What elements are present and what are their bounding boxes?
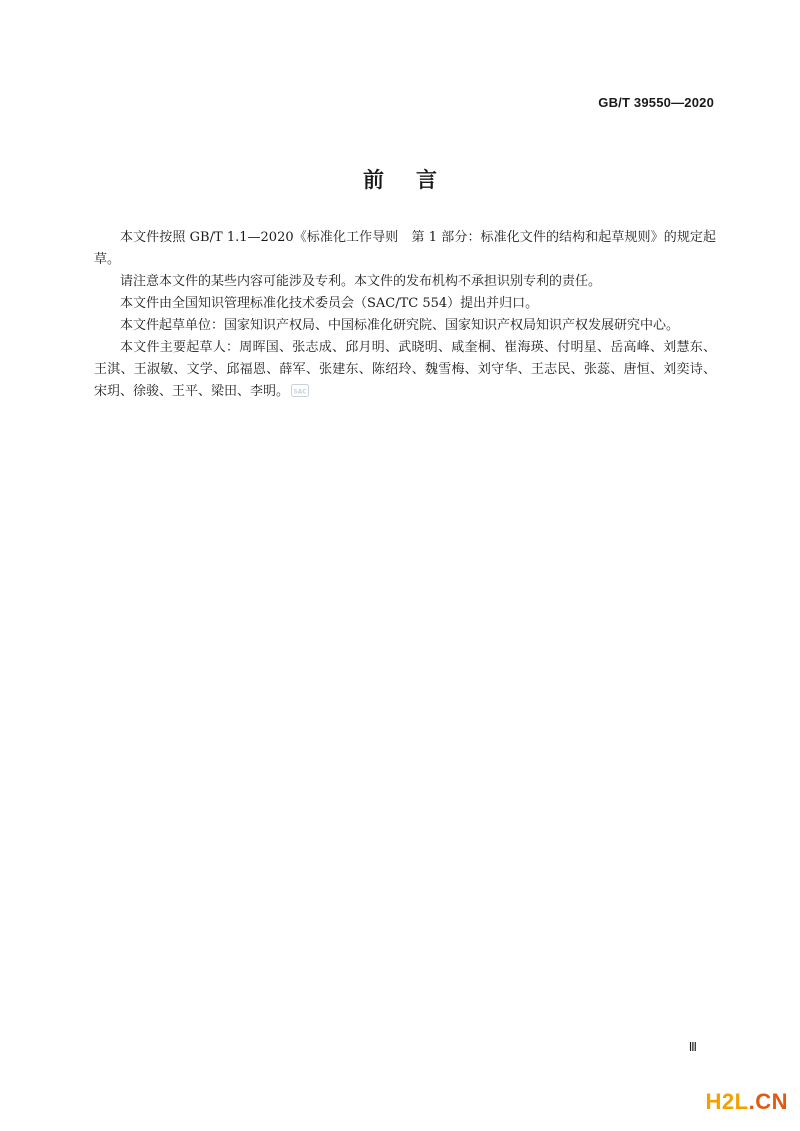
paragraph-drafting-units: 本文件起草单位：国家知识产权局、中国标准化研究院、国家知识产权局知识产权发展研究中心。 — [120, 318, 680, 333]
standard-code: GB/T 39550—2020 — [598, 95, 714, 110]
watermark-tld: .CN — [748, 1089, 788, 1114]
paragraph-drafters — [94, 337, 716, 403]
drafters-text: 本文件主要起草人：周晖国、张志成、邱月明、武晓明、咸奎桐、崔海瑛、付明星、岳高峰、刘慧东、王淇、王淑敏、文学、邱福恩、薛军、张建东、陈绍玲、魏雪梅、刘守华、王志民、张蕊、唐恒、刘奕诗、宋玥、徐骏、王平、梁田、李明。 — [94, 340, 716, 399]
title-char-1: 前 — [363, 168, 384, 192]
page-title — [0, 164, 800, 194]
foreword-body — [94, 227, 716, 403]
paragraph-drafting-rules: 本文件按照 GB/T 1.1—2020《标准化工作导则 第 1 部分：标准化文件的结构和起草规则》的规定起草。 — [94, 230, 716, 267]
title-char-2: 言 — [416, 168, 437, 192]
page-number: Ⅲ — [688, 1040, 696, 1054]
svg-text:SAC: SAC — [293, 388, 307, 396]
sac-seal-icon — [291, 384, 309, 397]
paragraph-patent-notice: 请注意本文件的某些内容可能涉及专利。本文件的发布机构不承担识别专利的责任。 — [120, 274, 602, 289]
site-watermark — [706, 1089, 788, 1115]
watermark-main: H2L — [705, 1089, 749, 1114]
paragraph-proposer: 本文件由全国知识管理标准化技术委员会（SAC/TC 554）提出并归口。 — [120, 296, 539, 311]
